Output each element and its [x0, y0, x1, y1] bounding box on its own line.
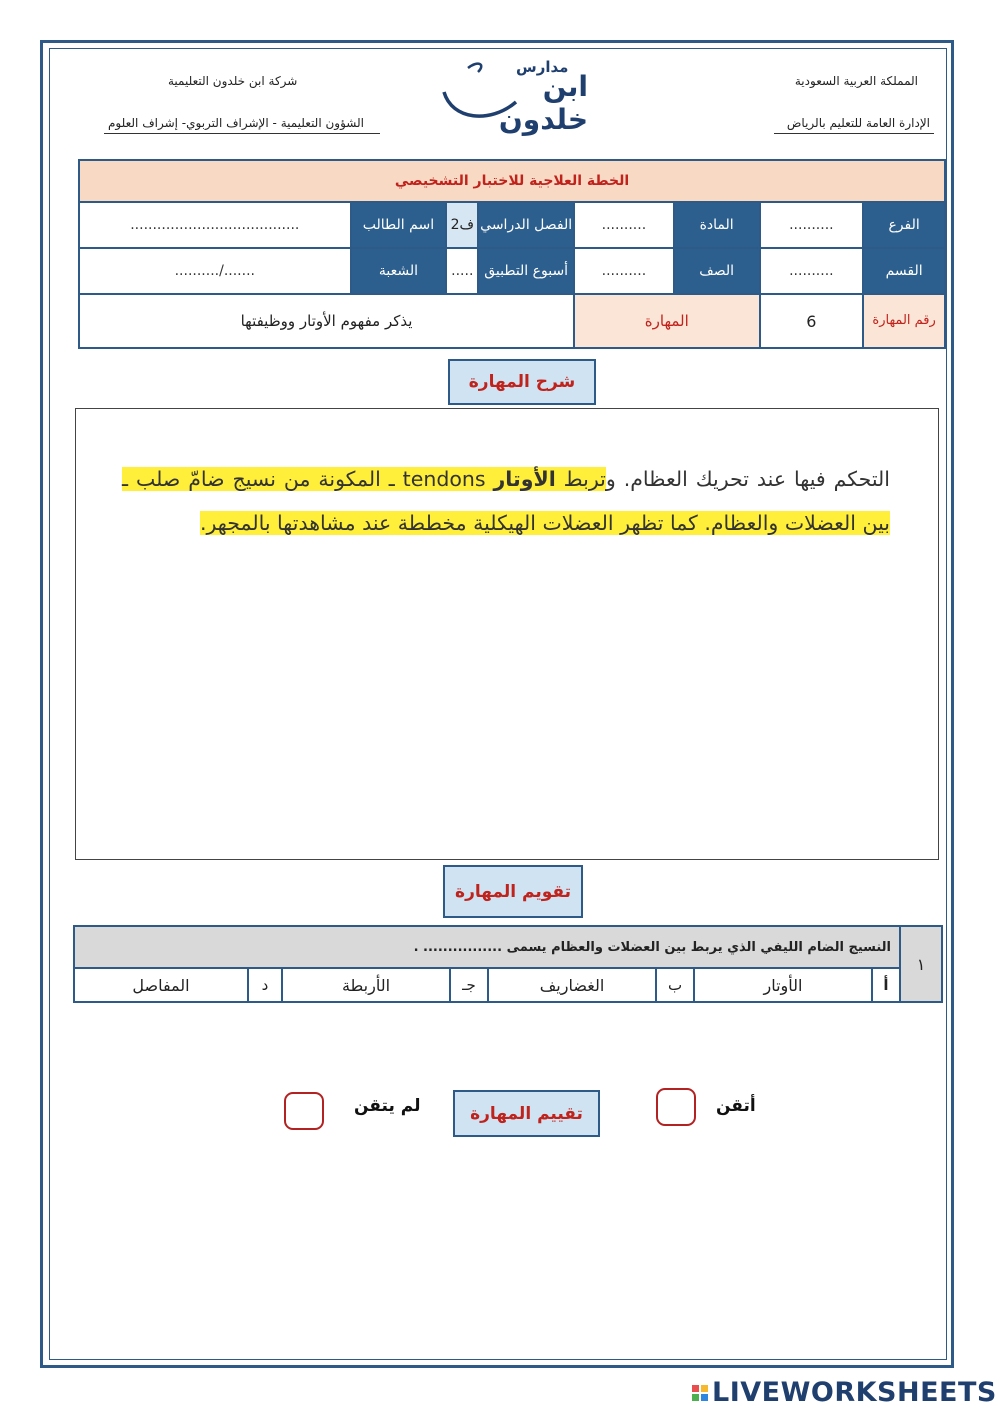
logo-small-text: مدارس	[516, 58, 569, 76]
student-name-label: اسم الطالب	[351, 202, 447, 248]
header-department: الشؤون التعليمية - الإشراف التربوي- إشراف العلوم	[108, 116, 364, 130]
branch-value[interactable]: ..........	[760, 202, 864, 248]
skill-number-label: رقم المهارة	[863, 294, 945, 348]
section-value[interactable]: ..........	[760, 248, 864, 294]
header-directorate: الإدارة العامة للتعليم بالرياض	[786, 116, 930, 130]
header-country: المملكة العربية السعودية	[794, 74, 918, 88]
skill-label: المهارة	[574, 294, 759, 348]
header-company: شركة ابن خلدون التعليمية	[168, 74, 298, 88]
brand-square-yellow-icon	[701, 1385, 708, 1392]
option-b-letter: ب	[656, 968, 694, 1002]
liveworksheets-brand	[692, 1377, 997, 1408]
explanation-box	[75, 408, 939, 860]
term-label: الفصل الدراسي	[478, 202, 574, 248]
brand-square-blue-icon	[701, 1394, 708, 1401]
header-underline-right	[774, 133, 934, 134]
header-underline-left	[104, 133, 380, 134]
option-b[interactable]: الغضاريف	[488, 968, 656, 1002]
passage-highlight-1: تربط	[555, 467, 606, 491]
not-mastered-checkbox[interactable]	[284, 1092, 324, 1130]
brand-text: LIVEWORKSHEETS	[712, 1377, 997, 1408]
grade-value[interactable]: ..........	[574, 248, 674, 294]
option-d[interactable]: المفاصل	[74, 968, 248, 1002]
week-label: أسبوع التطبيق	[478, 248, 574, 294]
skill-number-value: 6	[760, 294, 864, 348]
question-number: ١	[900, 926, 942, 1002]
mastered-label: أتقن	[716, 1096, 756, 1116]
skill-value: يذكر مفهوم الأوتار ووظيفتها	[79, 294, 574, 348]
brand-grid-icon	[692, 1385, 708, 1401]
not-mastered-label: لم يتقن	[354, 1096, 421, 1116]
grade-label: الصف	[674, 248, 760, 294]
passage-keyword-tendons: الأوتار	[493, 467, 556, 491]
subject-value[interactable]: ..........	[574, 202, 674, 248]
question-table	[73, 925, 943, 1003]
passage-highlight-2: tendons ـ المكونة من نسيج ضامّ صلب ـ بين العضلات والعظام. كما تظهر العضلات الهيكلية مخططة عند مشاهدتها بالمجهر.	[122, 467, 890, 535]
passage-text-plain: التحكم فيها عند تحريك العظام. و	[605, 467, 890, 491]
option-a[interactable]: الأوتار	[694, 968, 872, 1002]
option-a-letter: أ	[872, 968, 900, 1002]
option-c-letter: جـ	[450, 968, 488, 1002]
school-logo	[438, 58, 588, 136]
section-label: القسم	[863, 248, 945, 294]
evaluate-skill-button[interactable]: تقويم المهارة	[443, 865, 583, 918]
class-label: الشعبة	[351, 248, 447, 294]
branch-label: الفرع	[863, 202, 945, 248]
question-stem: النسيج الضام الليفي الذي يربط بين العضلات والعظام يسمى ................ .	[74, 926, 900, 968]
brand-square-red-icon	[692, 1385, 699, 1392]
assess-skill-button[interactable]: تقييم المهارة	[453, 1090, 600, 1137]
plan-info-table	[78, 159, 946, 349]
brand-square-green-icon	[692, 1394, 699, 1401]
class-value[interactable]: ......./..........	[79, 248, 351, 294]
week-value[interactable]: .....	[446, 248, 478, 294]
logo-big-text: ابن خلدون	[498, 70, 588, 136]
explanation-passage	[122, 457, 890, 545]
option-c[interactable]: الأربطة	[282, 968, 450, 1002]
option-d-letter: د	[248, 968, 282, 1002]
mastered-checkbox[interactable]	[656, 1088, 696, 1126]
student-name-value[interactable]: ......................................	[79, 202, 351, 248]
plan-title: الخطة العلاجية للاختبار التشخيصي	[79, 160, 945, 202]
term-value: ف2	[446, 202, 478, 248]
subject-label: المادة	[674, 202, 760, 248]
explain-skill-button[interactable]: شرح المهارة	[448, 359, 596, 405]
